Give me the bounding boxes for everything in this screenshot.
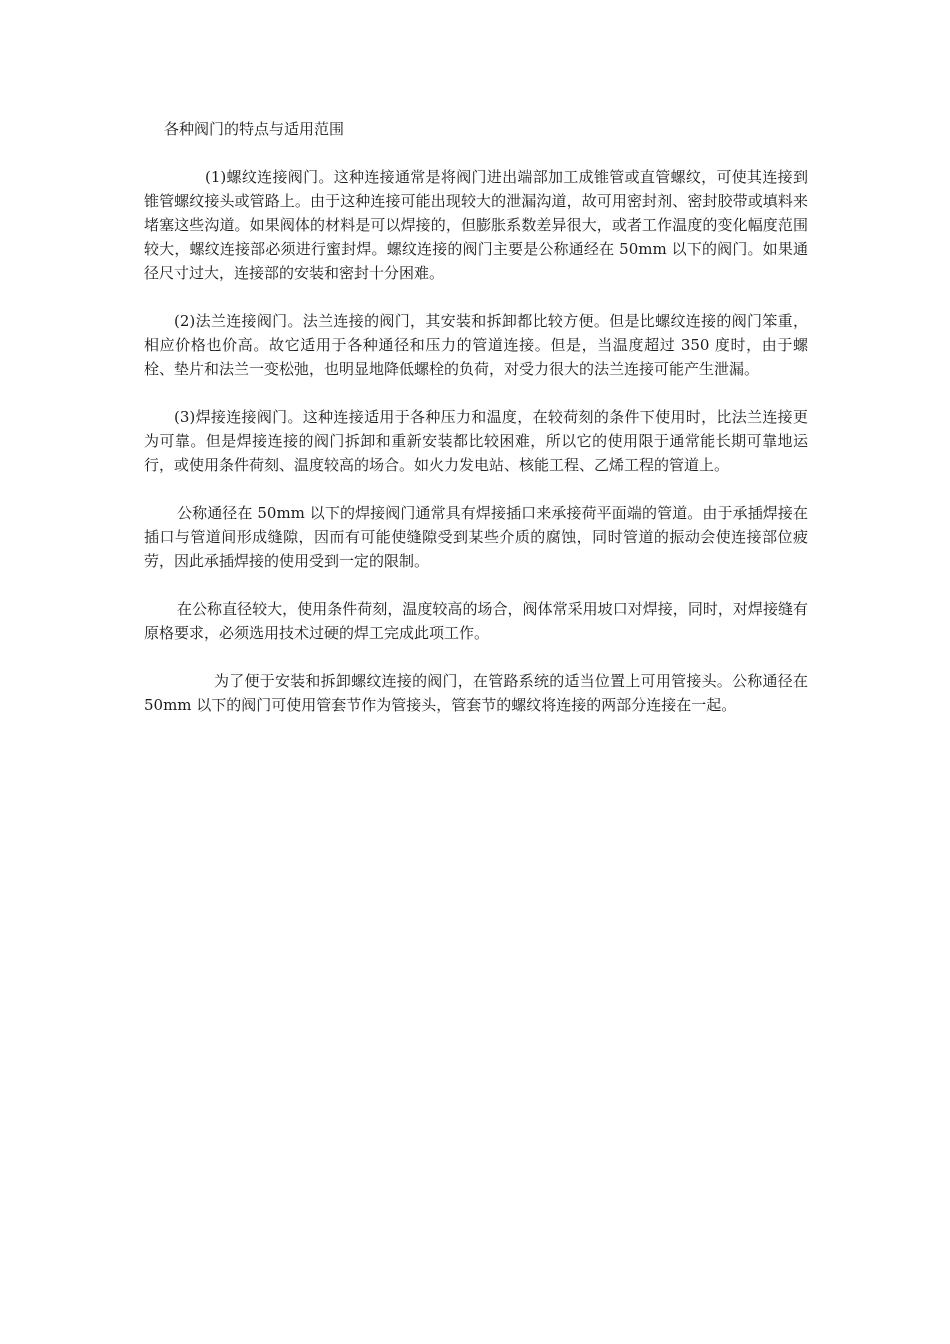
paragraph-pipe-union: 为了便于安装和拆卸螺纹连接的阀门，在管路系统的适当位置上可用管接头。公称通径在 50mm 以下的阀门可使用管套节作为管接头，管套节的螺纹将连接的两部分连接在一起。 (144, 672, 808, 714)
paragraph-flanged-valve: (2)法兰连接阀门。法兰连接的阀门，其安装和拆卸都比较方便。但是比螺纹连接的阀门笨重，相应价格也价高。故它适用于各种通径和压力的管道连接。但是，当温度超过 350 度时，由于螺栓、垫片和法兰一变松弛，也明显地降低螺栓的负荷，对受力很大的法兰连接可能产生泄漏。 (144, 312, 808, 378)
paragraph-socket-weld: 公称通径在 50mm 以下的焊接阀门通常具有焊接插口来承接荷平面端的管道。由于承插焊接在插口与管道间形成缝隙，因而有可能使缝隙受到某些介质的腐蚀，同时管道的振动会使连接部位疲劳，因此承插焊接的使用受到一定的限制。 (144, 504, 808, 570)
paragraph-butt-weld: 在公称直径较大，使用条件荷刻，温度较高的场合，阀体常采用坡口对焊接，同时，对焊接缝有原格要求，必须选用技术过硬的焊工完成此项工作。 (144, 600, 808, 642)
paragraph-threaded-valve: (1)螺纹连接阀门。这种连接通常是将阀门进出端部加工成锥管或直管螺纹，可使其连接到锥管螺纹接头或管路上。由于这种连接可能出现较大的泄漏沟道，故可用密封剂、密封胶带或填料来堵塞这些沟道。如果阀体的材料是可以焊接的，但膨胀系数差异很大，或者工作温度的变化幅度范围较大，螺纹连接部必须进行蜜封焊。螺纹连接的阀门主要是公称通经在 50mm 以下的阀门。如果通径尺寸过大，连接部的安装和密封十分困难。 (144, 168, 808, 282)
document-body (144, 117, 808, 741)
paragraph-welded-valve: (3)焊接连接阀门。这种连接适用于各种压力和温度，在较荷刻的条件下使用时，比法兰连接更为可靠。但是焊接连接的阀门拆卸和重新安装都比较困难，所以它的使用限于通常能长期可靠地运行，或使用条件荷刻、温度较高的场合。如火力发电站、核能工程、乙烯工程的管道上。 (144, 408, 808, 474)
document-title: 各种阀门的特点与适用范围 (164, 120, 345, 138)
